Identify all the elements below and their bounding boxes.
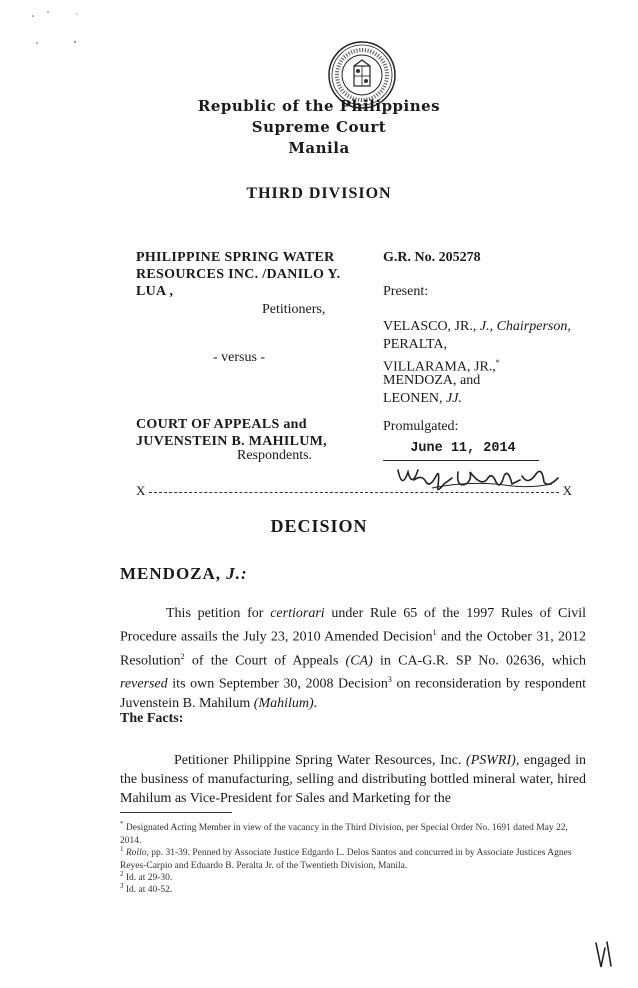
present-label: Present: <box>383 284 429 299</box>
p1-text-a: This petition for <box>166 606 271 621</box>
footnote-1-mark: 1 <box>120 845 124 853</box>
petitioner-line-2: RESOURCES INC. /DANILO Y. <box>136 267 341 282</box>
p1-text-i: its own September 30, 2008 Decision <box>167 676 388 692</box>
petitioners-label: Petitioners, <box>262 302 326 317</box>
footnote-1-rollo: Rollo <box>125 848 147 859</box>
p1-text-d: and the October 31, 2012 Resolution <box>120 629 586 669</box>
promulgated-date: June 11, 2014 <box>410 441 516 456</box>
ponente <box>120 564 248 584</box>
petitioner-line-1: PHILIPPINE SPRING WATER <box>136 250 335 265</box>
divider-x-right: X <box>562 483 572 498</box>
division-title: THIRD DIVISION <box>246 185 392 202</box>
header-court: Supreme Court <box>251 118 387 136</box>
p1-footnote-1: 1 <box>432 628 437 637</box>
footnote-2-mark: 2 <box>120 870 124 878</box>
respondent-line-1: COURT OF APPEALS and <box>136 417 307 432</box>
footnote-3 <box>120 880 590 897</box>
p2-pswri: (PSWRI) <box>466 753 516 768</box>
p1-footnote-2: 2 <box>180 651 185 661</box>
justice-5 <box>383 390 462 408</box>
divider-dashes <box>149 492 558 493</box>
gr-number: G.R. No. 205278 <box>383 250 481 265</box>
justice-2 <box>383 336 447 354</box>
p1-certiorari: certiorari <box>270 606 325 621</box>
p1-text-l: . <box>313 695 318 711</box>
footnote-2-text: Id. at 29-30. <box>123 873 173 884</box>
footnote-1-text: , pp. 31-39. Penned by Associate Justice Edgardo L. Delos Santos and concurred in by Associate Justices Agnes Reyes-Carpio and Eduardo B. Peralta Jr. of the Twentieth Division, Manila. <box>120 848 572 871</box>
p1-reversed: reversed <box>120 676 168 692</box>
justice-4-name: MENDOZA, and <box>383 373 481 388</box>
footnote-3-text: Id. at 40-52. <box>123 885 173 896</box>
p1-text-g: in CA-G.R. SP No. 02636, which <box>372 653 587 669</box>
p1-text-j: on reconsideration by respondent Juvenstein B. Mahilum <box>120 676 586 711</box>
justice-5-name: LEONEN, <box>383 391 446 406</box>
petitioner-line-3: LUA , <box>136 284 174 299</box>
paragraph-2 <box>120 751 586 808</box>
scan-specks <box>30 10 90 50</box>
respondent-line-2: JUVENSTEIN B. MAHILUM, <box>136 434 327 449</box>
ponente-name: MENDOZA, <box>120 564 227 583</box>
facts-heading: The Facts: <box>120 711 184 726</box>
versus-label: - versus - <box>213 350 266 365</box>
p1-text-e: of the Court of Appeals <box>184 653 346 669</box>
footnote-rule <box>120 812 232 813</box>
promulgated-label: Promulgated: <box>383 419 459 434</box>
p1-mahilum: (Mahilum) <box>253 695 314 711</box>
justice-1 <box>383 318 571 336</box>
ponente-suffix: J.: <box>226 564 248 583</box>
footnote-star-text: Designated Acting Member in view of the vacancy in the Third Division, per Special Order No. 1691 dated May 22, 2014. <box>120 823 568 846</box>
p2-text-c: , engaged in the business of manufacturing, selling and distributing bottled mineral water, hired Mahilum as Vice-President for Sales and Marketing for the <box>120 753 586 806</box>
p1-text-c: under Rule 65 of the 1997 Rules of Civil Procedure assails the July 23, 2010 Amended Decision <box>120 606 586 645</box>
justice-1-name: VELASCO, JR., <box>383 319 480 334</box>
justice-2-name: PERALTA, <box>383 337 448 352</box>
justice-1-title: J., Chairperson, <box>479 319 571 334</box>
caption-divider <box>136 484 572 498</box>
header-republic: Republic of the Philippines <box>197 97 441 115</box>
justice-3-name: VILLARAMA, JR., <box>383 359 496 375</box>
header-city: Manila <box>288 139 350 157</box>
footnote-star-mark: * <box>120 820 124 828</box>
p1-footnote-3: 3 <box>387 675 392 685</box>
justice-3-footnote-mark: * <box>495 358 500 367</box>
handwritten-initials-icon <box>593 940 615 970</box>
footnote-3-mark: 3 <box>120 882 124 890</box>
justice-4 <box>383 372 480 390</box>
p2-text-a: Petitioner Philippine Spring Water Resources, Inc. <box>174 753 467 768</box>
paragraph-1 <box>120 604 586 713</box>
divider-x-left: X <box>136 483 146 498</box>
respondents-label: Respondents. <box>237 448 313 463</box>
promulgated-underline <box>383 460 539 461</box>
decision-title: DECISION <box>270 516 368 536</box>
justice-5-title: JJ. <box>446 391 462 406</box>
p1-ca: (CA) <box>345 653 373 669</box>
